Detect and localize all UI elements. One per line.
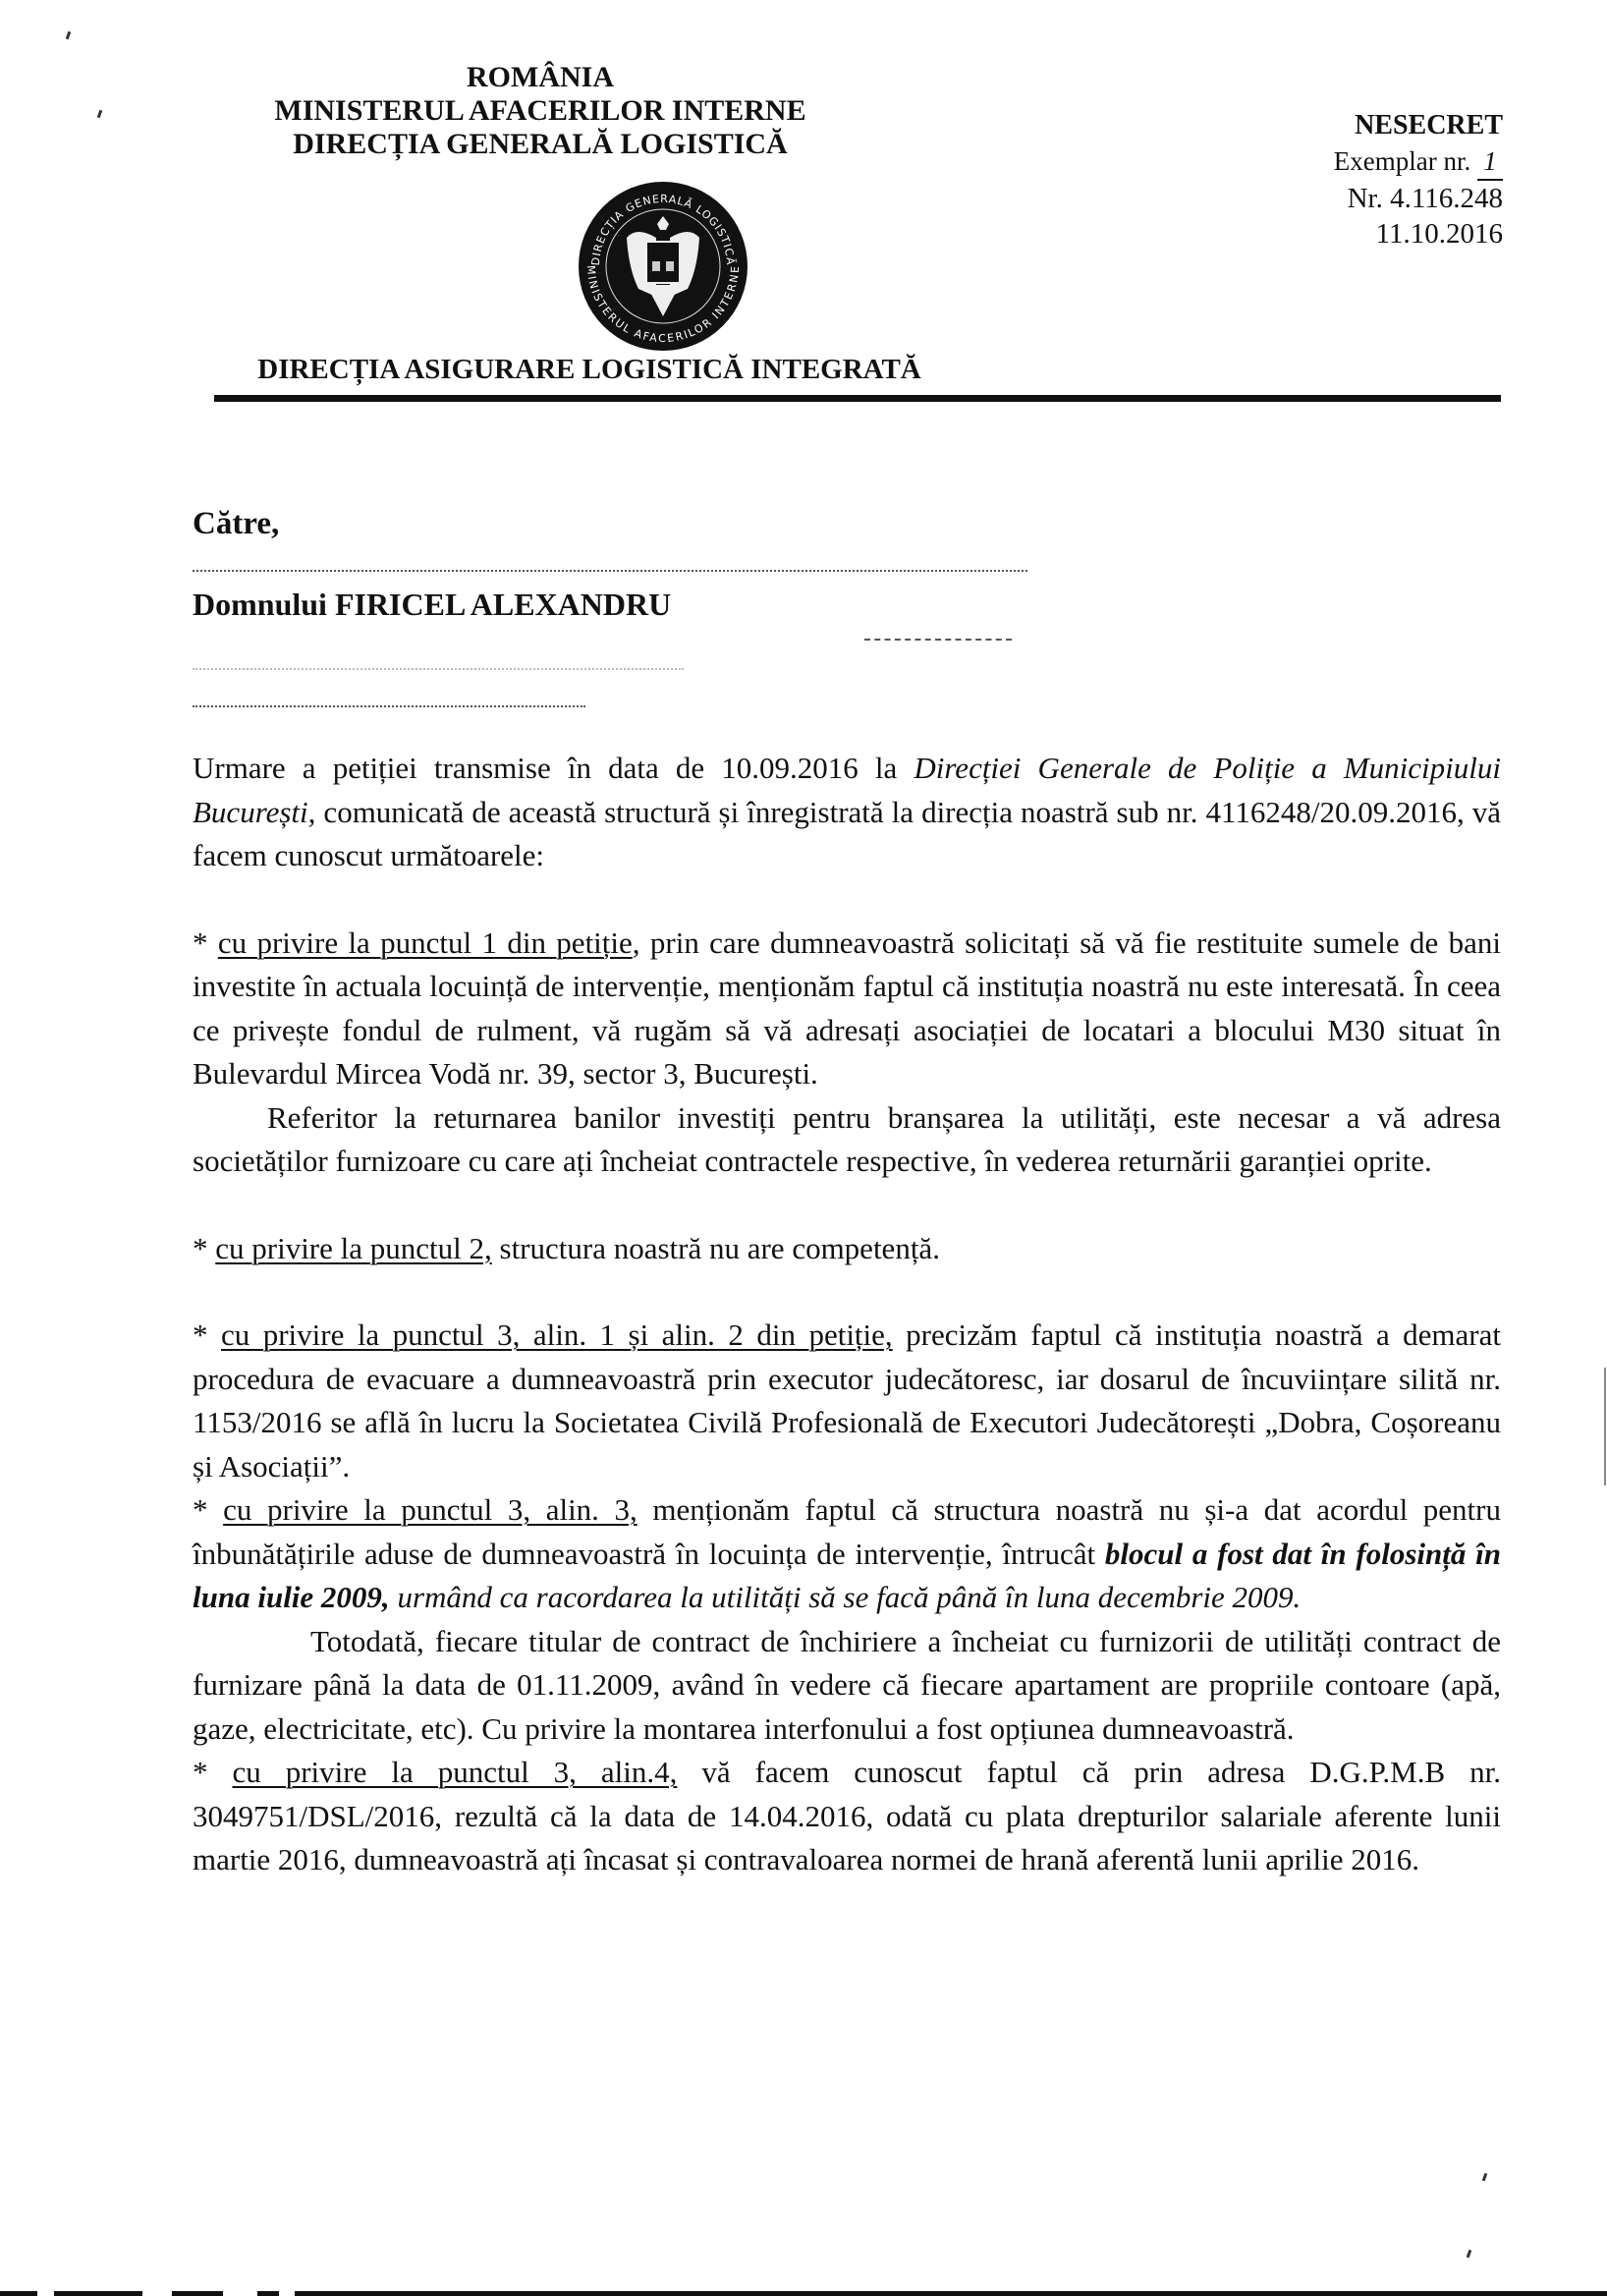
directorate-name: DIRECȚIA GENERALĂ LOGISTICĂ — [293, 128, 788, 160]
letter-body — [193, 747, 1501, 1882]
letterhead — [0, 61, 1081, 161]
footer-rule — [295, 2291, 1607, 2296]
point-1-paragraph: * cu privire la punctul 1 din petiție, prin care dumneavoastră solicitați să vă fie restituite sumele de bani investite în actuala locuință de intervenție, menționăm faptul că instituția noastră nu este interesată. În ceea ce privește fondul de rulment, vă rugăm să vă adresați asociației de locatari a blocului M30 situat în Bulevardul Mircea Vodă nr. 39, sector 3, București. — [193, 924, 1501, 1091]
header-divider — [214, 395, 1501, 402]
point-1-followup: Referitor la returnarea banilor investiți pentru branșarea la utilități, este necesar a vă adresa societăților furnizoare cu care ați încheiat contractele respective, în vederea returnării garanției oprite. — [193, 1099, 1501, 1178]
svg-text:MINISTERUL AFACERILOR INTERNE: MINISTERUL AFACERILOR INTERNE — [583, 264, 743, 346]
redacted-line — [864, 639, 1012, 644]
redacted-line — [193, 668, 684, 674]
point-1-heading: cu privire la punctul 1 din petiție — [217, 924, 633, 960]
copy-line — [1218, 143, 1503, 181]
point-3-alin-4-paragraph: * cu privire la punctul 3, alin.4, vă facem cunoscut faptul că prin adresa D.G.P.M.B nr. 3049751/DSL/2016, rezultă că la data de 14.04.2016, odată cu plata drepturilor salariale aferente lunii martie 2016, dumneavoastră ați încasat și contravaloarea normei de hrană aferentă lunii aprilie 2016. — [193, 1755, 1502, 1876]
point-3-paragraph: * cu privire la punctul 3, alin. 1 și alin. 2 din petiție, precizăm faptul că instituția noastră a demarat procedura de evacuare a dumneavoastră prin executor judecătoresc, iar dosarul de încuviințare silită nr. 1153/2016 se află în lucru la Societatea Civilă Profesională de Executori Judecătorești „Dobra, Coșoreanu și Asociații”. — [193, 1317, 1501, 1484]
copy-number: 1 — [1477, 143, 1503, 181]
classification-block — [1218, 108, 1503, 252]
point-3-heading: cu privire la punctul 3, alin. 1 și alin. 2 din petiție, — [220, 1317, 893, 1352]
recipient-name: Domnului FIRICEL ALEXANDRU — [193, 587, 672, 622]
emphasis-italic: urmând ca racordarea la utilități să se facă până în luna decembrie 2009. — [389, 1580, 1302, 1614]
seal-icon — [576, 179, 750, 354]
redacted-line — [193, 705, 585, 711]
copy-label: Exemplar nr. — [1333, 146, 1471, 176]
point-3-alin-3-paragraph: * cu privire la punctul 3, alin. 3, menționăm faptul că structura noastră nu și-a dat acordul pentru înbunătățirile aduse de dumneavoastră în locuința de intervenție, întrucât blocul a fost dat în folosință în luna iulie 2009, urmând ca racordarea la utilități să se facă până în luna decembrie 2009. — [193, 1492, 1502, 1614]
ministry-name: MINISTERUL AFACERILOR INTERNE — [274, 94, 806, 127]
footer-rule — [54, 2291, 142, 2296]
point-2-heading: cu privire la punctul 2, — [215, 1230, 492, 1265]
redacted-line — [193, 570, 1027, 576]
point-3-alin-3-followup: Totodată, fiecare titular de contract de închiriere a încheiat cu furnizorii de utilități contract de furnizare până la data de 01.11.2009, având în vedere că fiecare apartament are propriile contoare (apă, gaze, electricitate, etc). Cu privire la montarea interfonului a fost opțiunea dumneavoastră. — [193, 1623, 1501, 1746]
scan-speck — [66, 31, 72, 40]
sub-directorate-name: DIRECȚIA ASIGURARE LOGISTICĂ INTEGRATĂ — [257, 354, 921, 385]
country-name: ROMÂNIA — [467, 61, 614, 93]
scan-speck — [1482, 2173, 1488, 2182]
scan-margin-line — [1604, 1368, 1606, 1485]
emphasis-bold-italic: blocul a fost dat în folosință în luna iulie 2009, — [193, 1536, 1502, 1614]
classification-label: NESECRET — [1355, 110, 1503, 140]
intro-paragraph: Urmare a petiției transmise în data de 10.09.2016 la Direcției Generale de Poliție a Municipiului București, comunicată de această structură și înregistrată la direcția noastră sub nr. 4116248/20.09.2016, vă facem cunoscut următoarele: — [193, 751, 1501, 872]
svg-text:DIRECȚIA GENERALĂ LOGISTICĂ: DIRECȚIA GENERALĂ LOGISTICĂ — [588, 192, 738, 266]
registration-number: Nr. 4.116.248 — [1347, 183, 1503, 214]
point-3-alin-3-heading: cu privire la punctul 3, alin. 3, — [223, 1492, 637, 1527]
institution-name: Direcției Generale de Poliție a Municipiului București, — [193, 751, 1501, 829]
point-3-alin-4-heading: cu privire la punctul 3, alin.4, — [232, 1755, 678, 1789]
footer-rule — [257, 2291, 279, 2296]
salutation: Către, — [193, 506, 280, 541]
document-date: 11.10.2016 — [1375, 218, 1503, 250]
footer-rule — [172, 2291, 223, 2296]
scan-speck — [1467, 2250, 1472, 2259]
footer-rule — [0, 2291, 37, 2296]
point-2-paragraph: * cu privire la punctul 2, structura noastră nu are competență. — [193, 1230, 940, 1265]
